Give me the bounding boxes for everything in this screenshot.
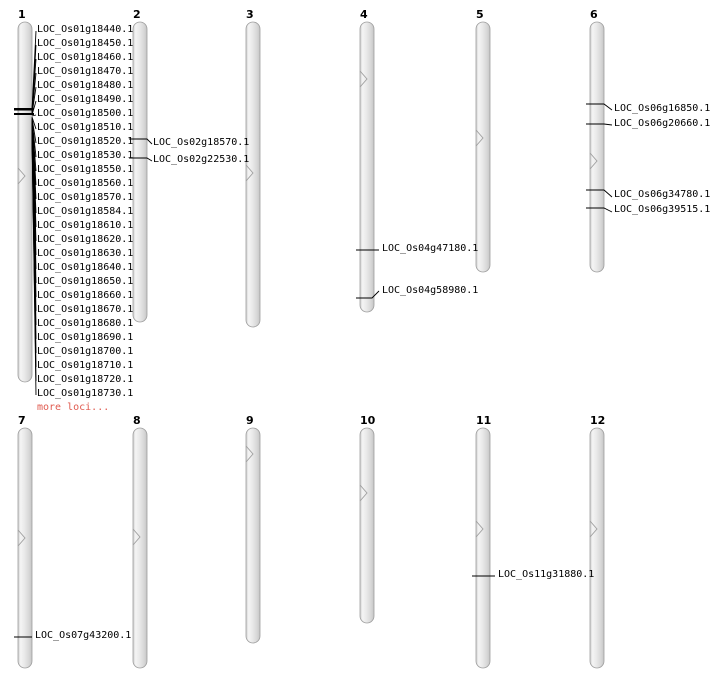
locus-label[interactable]: LOC_Os01g18630.1 — [37, 248, 134, 259]
chromosome-label-12: 12 — [590, 414, 606, 427]
locus-label[interactable]: LOC_Os06g39515.1 — [614, 204, 711, 215]
chromosome-label-6: 6 — [590, 8, 598, 21]
locus-label[interactable]: LOC_Os01g18690.1 — [37, 332, 134, 343]
locus-label[interactable]: LOC_Os02g22530.1 — [153, 154, 250, 165]
locus-label[interactable]: LOC_Os01g18620.1 — [37, 234, 134, 245]
locus-label[interactable]: LOC_Os01g18520.1 — [37, 136, 134, 147]
chromosome-label-1: 1 — [18, 8, 26, 21]
chromosome-label-5: 5 — [476, 8, 484, 21]
chromosome-12[interactable] — [590, 428, 604, 668]
chromosome-label-3: 3 — [246, 8, 254, 21]
chromosome-label-10: 10 — [360, 414, 376, 427]
chromosome-2[interactable] — [133, 22, 147, 322]
locus-label[interactable]: LOC_Os01g18700.1 — [37, 346, 134, 357]
chromosome-label-11: 11 — [476, 414, 492, 427]
locus-label[interactable]: LOC_Os01g18460.1 — [37, 52, 134, 63]
locus-label[interactable]: LOC_Os01g18680.1 — [37, 318, 134, 329]
locus-label[interactable]: LOC_Os04g58980.1 — [382, 285, 479, 296]
locus-label[interactable]: LOC_Os01g18480.1 — [37, 80, 134, 91]
chromosome-8[interactable] — [133, 428, 147, 668]
locus-label[interactable]: LOC_Os01g18490.1 — [37, 94, 134, 105]
chromosome-11[interactable] — [476, 428, 490, 668]
locus-label[interactable]: LOC_Os11g31880.1 — [498, 569, 595, 580]
locus-label[interactable]: LOC_Os06g20660.1 — [614, 118, 711, 129]
locus-label[interactable]: LOC_Os01g18660.1 — [37, 290, 134, 301]
locus-label[interactable]: LOC_Os01g18670.1 — [37, 304, 134, 315]
locus-label[interactable]: LOC_Os01g18570.1 — [37, 192, 134, 203]
locus-label[interactable]: LOC_Os01g18440.1 — [37, 24, 134, 35]
chromosome-9[interactable] — [246, 428, 260, 643]
locus-label[interactable]: LOC_Os01g18550.1 — [37, 164, 134, 175]
locus-label[interactable]: LOC_Os01g18610.1 — [37, 220, 134, 231]
chromosome-10[interactable] — [360, 428, 374, 623]
chromosome-7[interactable] — [18, 428, 32, 668]
locus-label[interactable]: LOC_Os01g18450.1 — [37, 38, 134, 49]
locus-label[interactable]: LOC_Os01g18650.1 — [37, 276, 134, 287]
locus-label[interactable]: LOC_Os02g18570.1 — [153, 137, 250, 148]
more-loci-label[interactable]: more loci... — [37, 402, 110, 413]
chromosome-label-9: 9 — [246, 414, 254, 427]
locus-label[interactable]: LOC_Os04g47180.1 — [382, 243, 479, 254]
locus-label[interactable]: LOC_Os01g18640.1 — [37, 262, 134, 273]
chromosome-4[interactable] — [360, 22, 374, 312]
locus-label[interactable]: LOC_Os01g18730.1 — [37, 388, 134, 399]
chromosome-label-4: 4 — [360, 8, 368, 21]
locus-label[interactable]: LOC_Os06g16850.1 — [614, 103, 711, 114]
chromosome-1[interactable] — [18, 22, 32, 382]
locus-label[interactable]: LOC_Os01g18560.1 — [37, 178, 134, 189]
locus-label[interactable]: LOC_Os07g43200.1 — [35, 630, 132, 641]
locus-label[interactable]: LOC_Os01g18470.1 — [37, 66, 134, 77]
locus-label[interactable]: LOC_Os01g18710.1 — [37, 360, 134, 371]
chromosome-label-8: 8 — [133, 414, 141, 427]
chromosome-label-2: 2 — [133, 8, 141, 21]
chromosome-6[interactable] — [590, 22, 604, 272]
chromosome-5[interactable] — [476, 22, 490, 272]
locus-label[interactable]: LOC_Os06g34780.1 — [614, 189, 711, 200]
chromosome-3[interactable] — [246, 22, 260, 327]
locus-label[interactable]: LOC_Os01g18530.1 — [37, 150, 134, 161]
locus-label[interactable]: LOC_Os01g18720.1 — [37, 374, 134, 385]
chromosome-label-7: 7 — [18, 414, 26, 427]
locus-label[interactable]: LOC_Os01g18584.1 — [37, 206, 134, 217]
locus-label[interactable]: LOC_Os01g18500.1 — [37, 108, 134, 119]
locus-label[interactable]: LOC_Os01g18510.1 — [37, 122, 134, 133]
